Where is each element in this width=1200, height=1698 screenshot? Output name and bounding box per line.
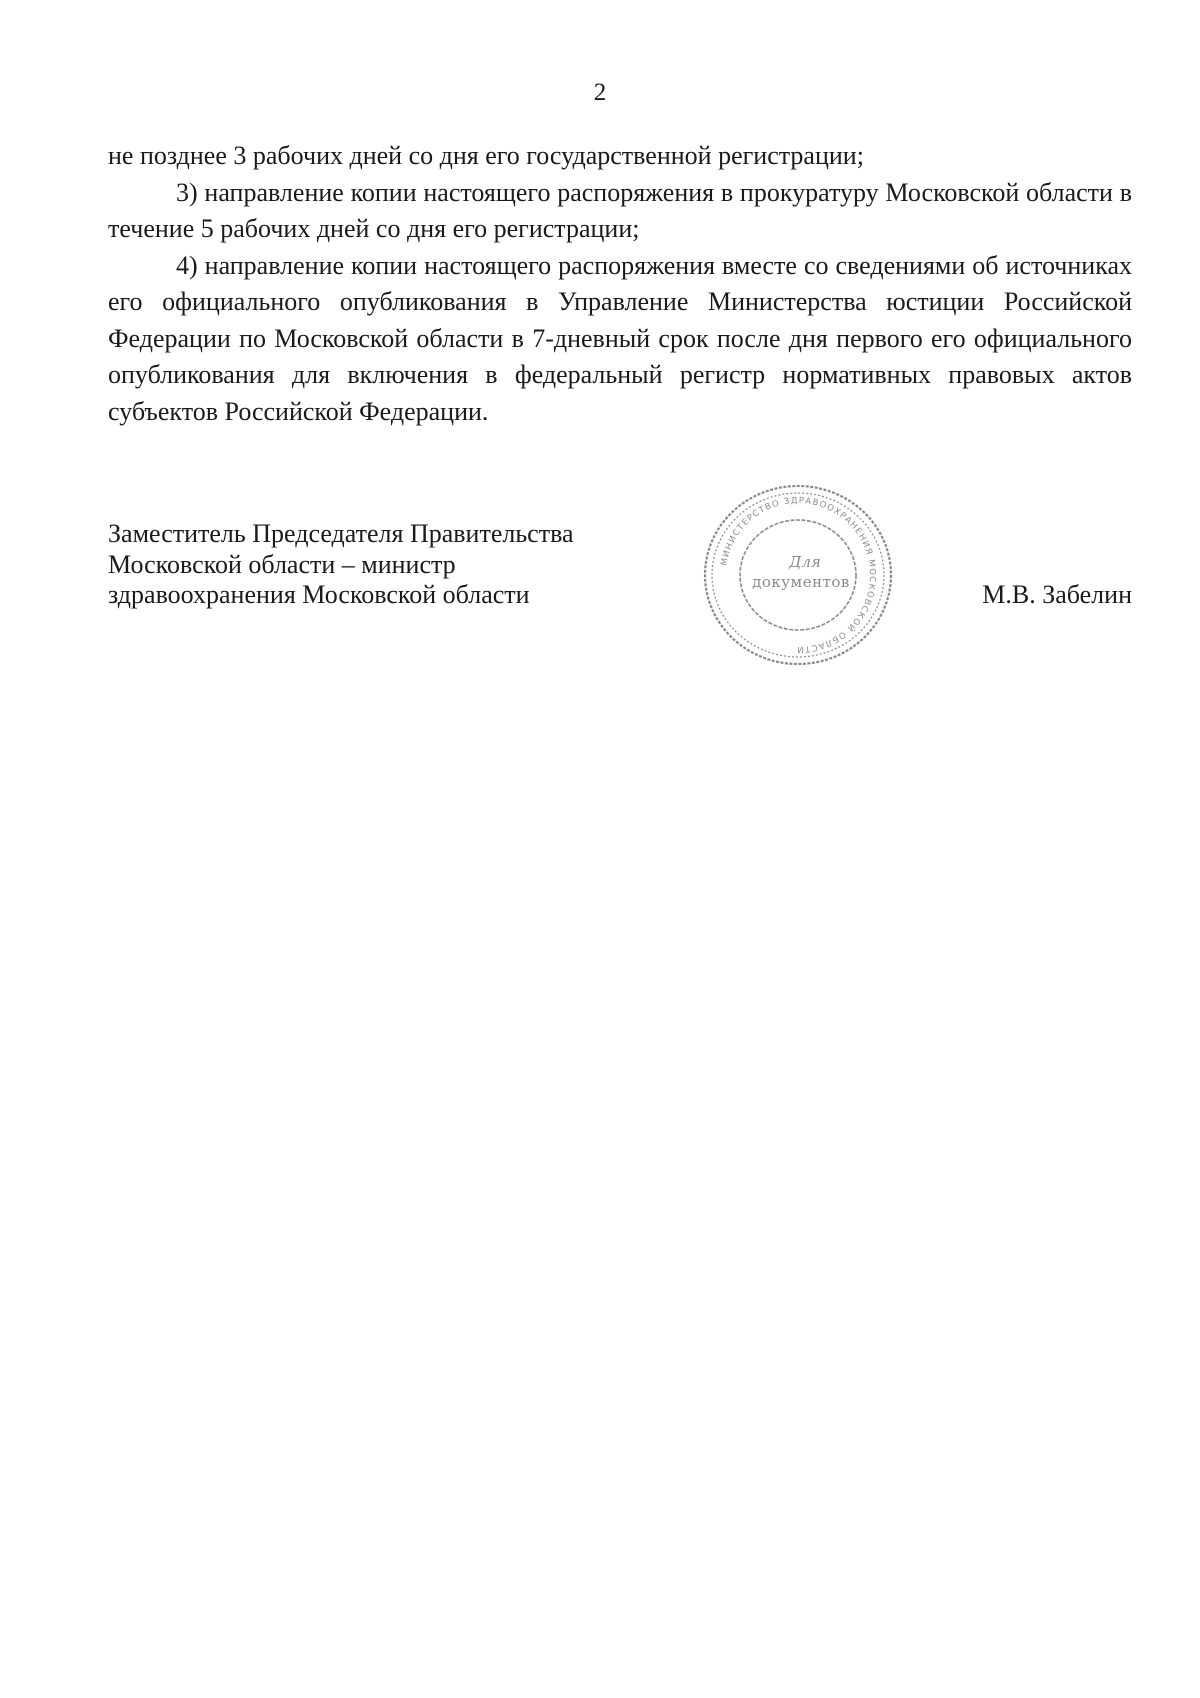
stamp-center-line-2: документов (752, 573, 850, 591)
page-number: 2 (593, 79, 607, 106)
paragraph-continuation: не позднее 3 рабочих дней со дня его государственной регистрации; (108, 141, 864, 170)
stamp-seal-icon (701, 481, 895, 669)
stamp-ring-text: МИНИСТЕРСТВО ЗДРАВООХРАНЕНИЯ МОСКОВСКОЙ ОБЛАСТИ (719, 495, 878, 655)
signatory-title (108, 519, 668, 611)
signatory-title-line-3: здравоохранения Московской области (108, 580, 530, 609)
signatory-title-line-2: Московской области – министр (108, 549, 456, 579)
paragraph-item-3: 3) направление копии настоящего распоряжения в прокуратуру Московской области в течение 5 рабочих дней со дня его регистрации; (108, 177, 1132, 243)
paragraph-item-4: 4) направление копии настоящего распоряжения вместе со сведениями об источниках его официального опубликования в Управление Министерства юстиции Российской Федерации по Московской области в 7-дневный срок после дня первого его официального опубликования для включения в федеральный регистр нормативных правовых актов субъектов Российской Федерации. (108, 250, 1132, 426)
signatory-title-line-1: Заместитель Председателя Правительства (108, 519, 574, 548)
stamp-center-line-1: Для (789, 553, 821, 571)
document-body (108, 138, 1132, 430)
signatory-name: М.В. Забелин (982, 580, 1132, 609)
official-stamp (701, 481, 895, 669)
